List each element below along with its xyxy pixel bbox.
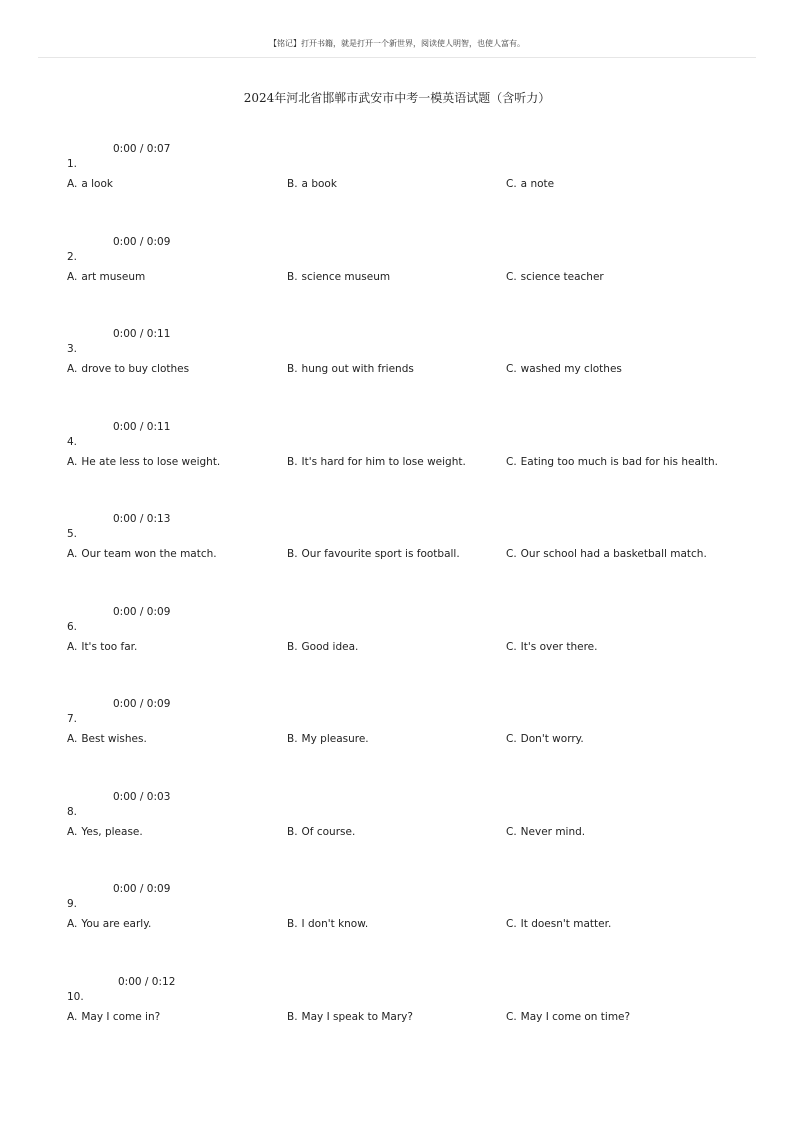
option-text: May I speak to Mary? bbox=[301, 1011, 413, 1023]
option-text: Of course. bbox=[301, 826, 356, 838]
option-text: science museum bbox=[301, 271, 391, 283]
option-letter: B. bbox=[287, 641, 298, 653]
option-text: Our school had a basketball match. bbox=[520, 548, 707, 560]
option-letter: B. bbox=[287, 363, 298, 375]
option-b bbox=[287, 271, 390, 283]
option-letter: C. bbox=[506, 456, 517, 468]
option-c bbox=[506, 918, 611, 930]
option-b bbox=[287, 456, 466, 468]
audio-player-time[interactable]: 0:00 / 0:11 bbox=[113, 328, 171, 340]
audio-player-time[interactable]: 0:00 / 0:07 bbox=[113, 143, 171, 155]
option-text: I don't know. bbox=[301, 918, 369, 930]
option-a bbox=[67, 826, 143, 838]
option-text: a note bbox=[520, 178, 555, 190]
option-a bbox=[67, 548, 217, 560]
question-number: 5. bbox=[67, 528, 78, 540]
option-letter: A. bbox=[67, 178, 78, 190]
option-c bbox=[506, 548, 707, 560]
option-letter: A. bbox=[67, 826, 78, 838]
option-c bbox=[506, 456, 718, 468]
audio-player-time[interactable]: 0:00 / 0:09 bbox=[113, 698, 171, 710]
option-text: It's over there. bbox=[520, 641, 598, 653]
option-letter: B. bbox=[287, 548, 298, 560]
option-text: a book bbox=[301, 178, 337, 190]
question-7 bbox=[0, 698, 794, 788]
option-a bbox=[67, 641, 137, 653]
option-letter: B. bbox=[287, 826, 298, 838]
question-number: 7. bbox=[67, 713, 78, 725]
option-text: It's too far. bbox=[81, 641, 138, 653]
question-5 bbox=[0, 513, 794, 603]
option-text: Our team won the match. bbox=[81, 548, 217, 560]
option-c bbox=[506, 826, 585, 838]
audio-player-time[interactable]: 0:00 / 0:09 bbox=[113, 236, 171, 248]
question-number: 9. bbox=[67, 898, 78, 910]
option-a bbox=[67, 733, 147, 745]
question-8 bbox=[0, 791, 794, 881]
option-a bbox=[67, 178, 113, 190]
question-2 bbox=[0, 236, 794, 326]
header-divider bbox=[38, 57, 756, 58]
option-text: washed my clothes bbox=[520, 363, 622, 375]
option-text: Good idea. bbox=[301, 641, 359, 653]
option-text: Never mind. bbox=[520, 826, 586, 838]
option-letter: C. bbox=[506, 1011, 517, 1023]
option-text: May I come on time? bbox=[520, 1011, 631, 1023]
option-c bbox=[506, 271, 604, 283]
option-letter: A. bbox=[67, 641, 78, 653]
option-c bbox=[506, 178, 554, 190]
option-letter: A. bbox=[67, 363, 78, 375]
question-1 bbox=[0, 143, 794, 233]
question-10 bbox=[0, 976, 794, 1066]
option-letter: B. bbox=[287, 178, 298, 190]
question-number: 2. bbox=[67, 251, 78, 263]
option-b bbox=[287, 641, 358, 653]
option-letter: C. bbox=[506, 733, 517, 745]
option-letter: C. bbox=[506, 363, 517, 375]
question-number: 4. bbox=[67, 436, 78, 448]
question-number: 3. bbox=[67, 343, 78, 355]
option-letter: B. bbox=[287, 733, 298, 745]
option-letter: C. bbox=[506, 271, 517, 283]
page-title: 2024年河北省邯郸市武安市中考一模英语试题（含听力） bbox=[243, 91, 551, 105]
option-text: art museum bbox=[81, 271, 146, 283]
option-text: a look bbox=[81, 178, 113, 190]
question-3 bbox=[0, 328, 794, 418]
option-b bbox=[287, 826, 355, 838]
option-text: He ate less to lose weight. bbox=[81, 456, 221, 468]
audio-player-time[interactable]: 0:00 / 0:03 bbox=[113, 791, 171, 803]
audio-player-time[interactable]: 0:00 / 0:13 bbox=[113, 513, 171, 525]
option-text: hung out with friends bbox=[301, 363, 414, 375]
option-c bbox=[506, 363, 622, 375]
option-a bbox=[67, 918, 151, 930]
option-text: It doesn't matter. bbox=[520, 918, 612, 930]
option-text: Don't worry. bbox=[520, 733, 584, 745]
option-text: drove to buy clothes bbox=[81, 363, 190, 375]
option-letter: B. bbox=[287, 918, 298, 930]
option-text: Eating too much is bad for his health. bbox=[520, 456, 718, 468]
audio-player-time[interactable]: 0:00 / 0:09 bbox=[113, 883, 171, 895]
option-text: Our favourite sport is football. bbox=[301, 548, 460, 560]
option-letter: C. bbox=[506, 918, 517, 930]
audio-player-time[interactable]: 0:00 / 0:11 bbox=[113, 421, 171, 433]
question-number: 8. bbox=[67, 806, 78, 818]
option-text: Best wishes. bbox=[81, 733, 147, 745]
option-text: My pleasure. bbox=[301, 733, 369, 745]
option-b bbox=[287, 1011, 413, 1023]
option-b bbox=[287, 733, 369, 745]
option-letter: B. bbox=[287, 456, 298, 468]
question-9 bbox=[0, 883, 794, 973]
page-header-motto: 【铭记】打开书籍，就是打开一个新世界，阅读使人明智，也使人富有。 bbox=[269, 39, 525, 48]
option-c bbox=[506, 1011, 630, 1023]
question-6 bbox=[0, 606, 794, 696]
option-letter: B. bbox=[287, 271, 298, 283]
audio-player-time[interactable]: 0:00 / 0:12 bbox=[118, 976, 176, 988]
option-b bbox=[287, 918, 368, 930]
option-letter: A. bbox=[67, 271, 78, 283]
audio-player-time[interactable]: 0:00 / 0:09 bbox=[113, 606, 171, 618]
option-letter: C. bbox=[506, 826, 517, 838]
option-letter: A. bbox=[67, 548, 78, 560]
option-letter: A. bbox=[67, 1011, 78, 1023]
question-number: 1. bbox=[67, 158, 78, 170]
question-4 bbox=[0, 421, 794, 511]
option-letter: C. bbox=[506, 641, 517, 653]
option-text: You are early. bbox=[81, 918, 152, 930]
option-b bbox=[287, 363, 414, 375]
option-text: It's hard for him to lose weight. bbox=[301, 456, 466, 468]
question-number: 10. bbox=[67, 991, 84, 1003]
option-text: science teacher bbox=[520, 271, 604, 283]
option-letter: C. bbox=[506, 548, 517, 560]
option-a bbox=[67, 363, 189, 375]
option-text: May I come in? bbox=[81, 1011, 161, 1023]
option-a bbox=[67, 271, 145, 283]
option-b bbox=[287, 178, 337, 190]
option-letter: B. bbox=[287, 1011, 298, 1023]
option-b bbox=[287, 548, 460, 560]
option-c bbox=[506, 641, 597, 653]
option-letter: A. bbox=[67, 456, 78, 468]
option-a bbox=[67, 456, 220, 468]
question-number: 6. bbox=[67, 621, 78, 633]
option-letter: A. bbox=[67, 918, 78, 930]
option-a bbox=[67, 1011, 160, 1023]
option-letter: C. bbox=[506, 178, 517, 190]
option-text: Yes, please. bbox=[81, 826, 143, 838]
option-c bbox=[506, 733, 584, 745]
option-letter: A. bbox=[67, 733, 78, 745]
